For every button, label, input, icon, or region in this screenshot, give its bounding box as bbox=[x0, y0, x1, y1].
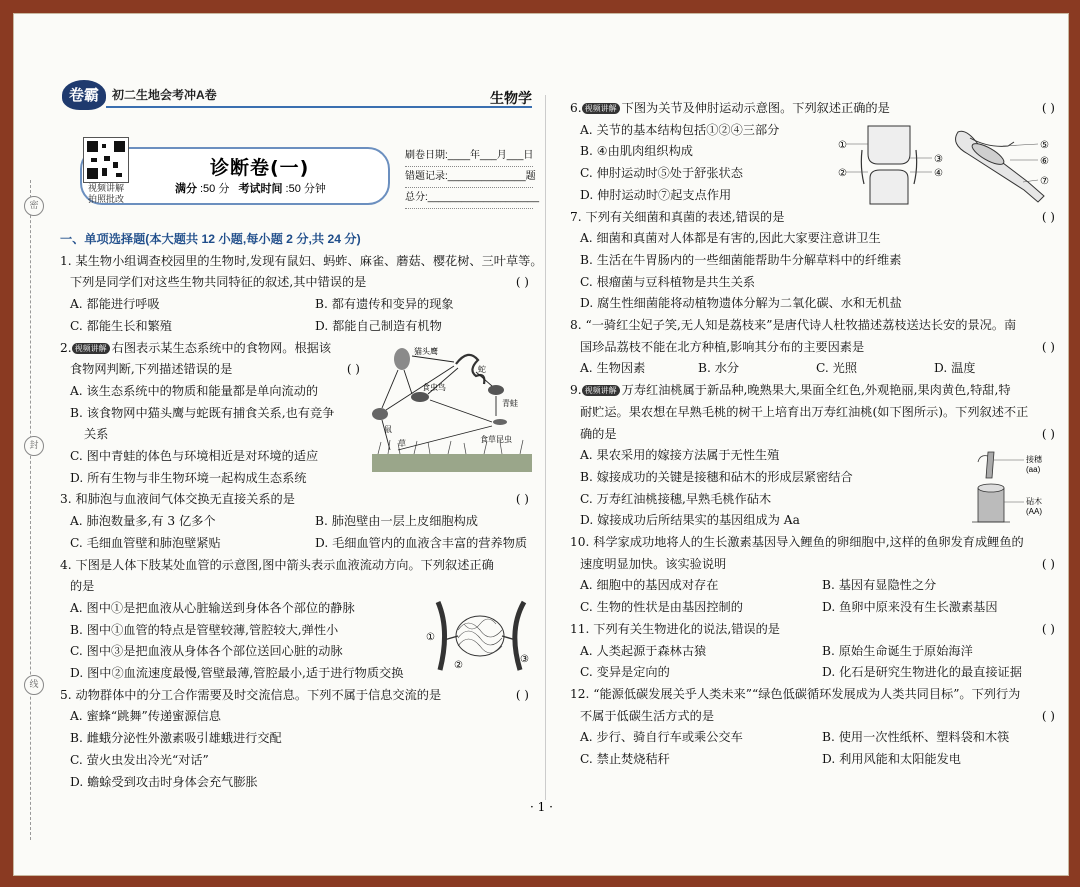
question-3: 3. 和肺泡与血液间气体交换无直接关系的是 ( ) A. 肺泡数量多,有 3 亿多个 B. 肺泡壁由一层上皮细胞构成 C. 毛细血管壁和肺泡壁紧贴 D. 毛细血管内的血液含丰富的营养物质 bbox=[60, 492, 529, 550]
qr-code[interactable] bbox=[83, 137, 129, 183]
scion-label: 接穗 bbox=[1026, 455, 1042, 464]
joint-figure bbox=[838, 124, 1052, 208]
owl-label: 猫头鹰 bbox=[414, 347, 438, 356]
video-badge[interactable]: 视频讲解 bbox=[72, 343, 110, 354]
label-2: ② bbox=[454, 660, 463, 671]
question-12: 12. “能源低碳发展关乎人类未来”“绿色低碳循环发展成为人类共同目标”。下列行为 不属于低碳生活方式的是 ( ) A. 步行、骑自行车或乘公交车 B. 使用一次性纸杯、塑料袋和木筷 C. 禁止焚烧秸秆 D. 利用风能和太阳能发电 bbox=[570, 686, 1055, 767]
mouse-label: 鼠 bbox=[384, 425, 392, 434]
binding-mark: 封 bbox=[24, 436, 44, 456]
question-7: 7. 下列有关细菌和真菌的表述,错误的是 ( ) A. 细菌和真菌对人体都是有害的,因此大家要注意讲卫生 B. 生活在牛胃肠内的一些细菌能帮助牛分解草料中的纤维素 C. 根瘤菌与豆科植物是共生关系 D. 腐生性细菌能将动植物遗体分解为二氧化碳、水和无机盐 bbox=[570, 209, 1055, 311]
stock-genotype: (AA) bbox=[1026, 507, 1042, 516]
insect-label: 食草昆虫 bbox=[480, 435, 512, 444]
grass-label: 草 bbox=[398, 439, 406, 448]
wrong-record-field[interactable]: 错题记录:______________题 bbox=[405, 167, 533, 188]
question-4: 4. 下图是人体下肢某处血管的示意图,图中箭头表示血液流动方向。下列叙述正确 的是 A. 图中①是把血液从心脏输送到身体各个部位的静脉 B. 图中①血管的特点是管壁较薄,管腔较大,弹性小 C. 图中③是把血液从身体各个部位送回心脏的动脉 D. 图中②血流速度最慢,管壁最薄,管腔最小,适于进行物质交换 bbox=[60, 557, 494, 681]
question-6: 6. 视频讲解 下图为关节及伸肘运动示意图。下列叙述正确的是 ( ) A. 关节的基本结构包括①②④三部分 B. ④由肌肉组织构成 C. 伸肘运动时⑤处于舒张状态 D. 伸肘运动时⑦起支点作用 bbox=[570, 101, 1055, 202]
question-10: 10. 科学家成功地将人的生长激素基因导入鲤鱼的卵细胞中,这样的鱼卵发育成鲤鱼的 速度明显加快。该实验说明 ( ) A. 细胞中的基因成对存在 B. 基因有显隐性之分 C. 生物的性状是由基因控制的 D. 鱼卵中原来没有生长激素基因 bbox=[570, 535, 1055, 615]
question-2: 2. 视频讲解 右图表示某生态系统中的食物网。根据该 食物网判断,下列描述错误的是 ( ) A. 该生态系统中的物质和能量都是单向流动的 B. 该食物网中猫头鹰与蛇既有捕食关系,也有竞争 关系 C. 图中青蛙的体色与环境相近是对环境的适应 D. 所有生物与非生物环境一起构成生态系统 bbox=[60, 340, 360, 485]
left-column bbox=[60, 229, 543, 793]
owl-icon bbox=[394, 348, 410, 370]
scion-genotype: (aa) bbox=[1026, 465, 1041, 474]
label-6: ⑥ bbox=[1040, 156, 1049, 167]
stock-label: 砧木 bbox=[1026, 497, 1042, 506]
frog-icon bbox=[488, 385, 504, 395]
total-score-field[interactable]: 总分:____________________ bbox=[405, 188, 533, 209]
question-11: 11. 下列有关生物进化的说法,错误的是 ( ) A. 人类起源于森林古猿 B. 原始生命诞生于原始海洋 C. 变异是定向的 D. 化石是研究生物进化的最直接证据 bbox=[570, 621, 1055, 680]
score-info: 满分 :50 分 考试时间 :50 分钟 bbox=[175, 183, 326, 195]
label-3: ③ bbox=[934, 154, 943, 165]
label-1: ① bbox=[838, 140, 847, 151]
header-rule bbox=[106, 106, 532, 108]
exam-title: 诊断卷(一) bbox=[210, 157, 310, 179]
label-1: ① bbox=[426, 632, 435, 643]
label-7: ⑦ bbox=[1040, 176, 1049, 187]
question-9: 9. 视频讲解 万寿红油桃属于新品种,晚熟果大,果面全红色,外观艳丽,果肉黄色,特甜,特 耐贮运。果农想在早熟毛桃的树干上培育出万寿红油桃(如下图所示)。下列叙述不正 确的是 ( ) A. 果农采用的嫁接方法属于无性生殖 B. 嫁接成功的关键是接穗和砧木的形成层紧密结合 C. 万寿红油桃接穗,早熟毛桃作砧木 D. 嫁接成功后所结果实的基因组成为 Aa bbox=[570, 383, 1055, 528]
frog-label: 青蛙 bbox=[502, 399, 518, 408]
snake-label: 蛇 bbox=[478, 365, 486, 374]
qr-caption: 视频讲解 拍照批改 bbox=[87, 183, 124, 204]
label-5: ⑤ bbox=[1040, 140, 1049, 151]
series-title: 初二生地会考冲A卷 bbox=[112, 88, 217, 102]
section-heading: 一、单项选择题(本大题共 12 小题,每小题 2 分,共 24 分) bbox=[60, 232, 361, 246]
blood-vessel-figure bbox=[424, 600, 534, 672]
insect-icon bbox=[493, 419, 507, 425]
page-header bbox=[62, 80, 532, 110]
bird-icon bbox=[411, 392, 429, 402]
binding-mark: 密 bbox=[24, 196, 44, 216]
question-5: 5. 动物群体中的分工合作需要及时交流信息。下列不属于信息交流的是 ( ) A. 蜜蜂“跳舞”传递蜜源信息 B. 雌蛾分泌性外激素吸引雄蛾进行交配 C. 萤火虫发出冷光“对话” D. 蟾蜍受到攻击时身体会充气膨胀 bbox=[60, 687, 529, 789]
record-box bbox=[405, 146, 540, 206]
label-2: ② bbox=[838, 168, 847, 179]
video-badge[interactable]: 视频讲解 bbox=[582, 103, 620, 114]
food-web-figure bbox=[368, 342, 536, 474]
label-4: ④ bbox=[934, 168, 943, 179]
question-1: 1. 某生物小组调查校园里的生物时,发现有鼠妇、蚂蚱、麻雀、蘑菇、樱花树、三叶草等。 下列是同学们对这些生物共同特征的叙述,其中错误的是 ( ) A. 都能进行呼吸 B. 都有遗传和变异的现象 C. 都能生长和繁殖 D. 都能自己制造有机物 bbox=[60, 253, 543, 333]
label-3: ③ bbox=[520, 654, 529, 665]
video-badge[interactable]: 视频讲解 bbox=[582, 385, 620, 396]
bird-label: 食虫鸟 bbox=[422, 383, 446, 392]
date-field[interactable]: 刷卷日期:____年___月___日 bbox=[405, 146, 533, 167]
question-8: 8. “一骑红尘妃子笑,无人知是荔枝来”是唐代诗人杜牧描述荔枝送达长安的景况。南 国珍品荔枝不能在北方种植,影响其分布的主要因素是 ( ) A. 生物因素 B. 水分 C. 光照 D. 温度 bbox=[570, 318, 1055, 376]
binding-line bbox=[30, 180, 43, 840]
grafting-figure bbox=[966, 450, 1056, 525]
binding-mark: 线 bbox=[24, 675, 44, 695]
page-number: · 1 · bbox=[530, 800, 553, 814]
subject-label: 生物学 bbox=[490, 90, 532, 106]
brand-logo: 卷霸 bbox=[62, 80, 106, 110]
column-divider bbox=[545, 95, 546, 800]
mouse-icon bbox=[372, 408, 388, 420]
